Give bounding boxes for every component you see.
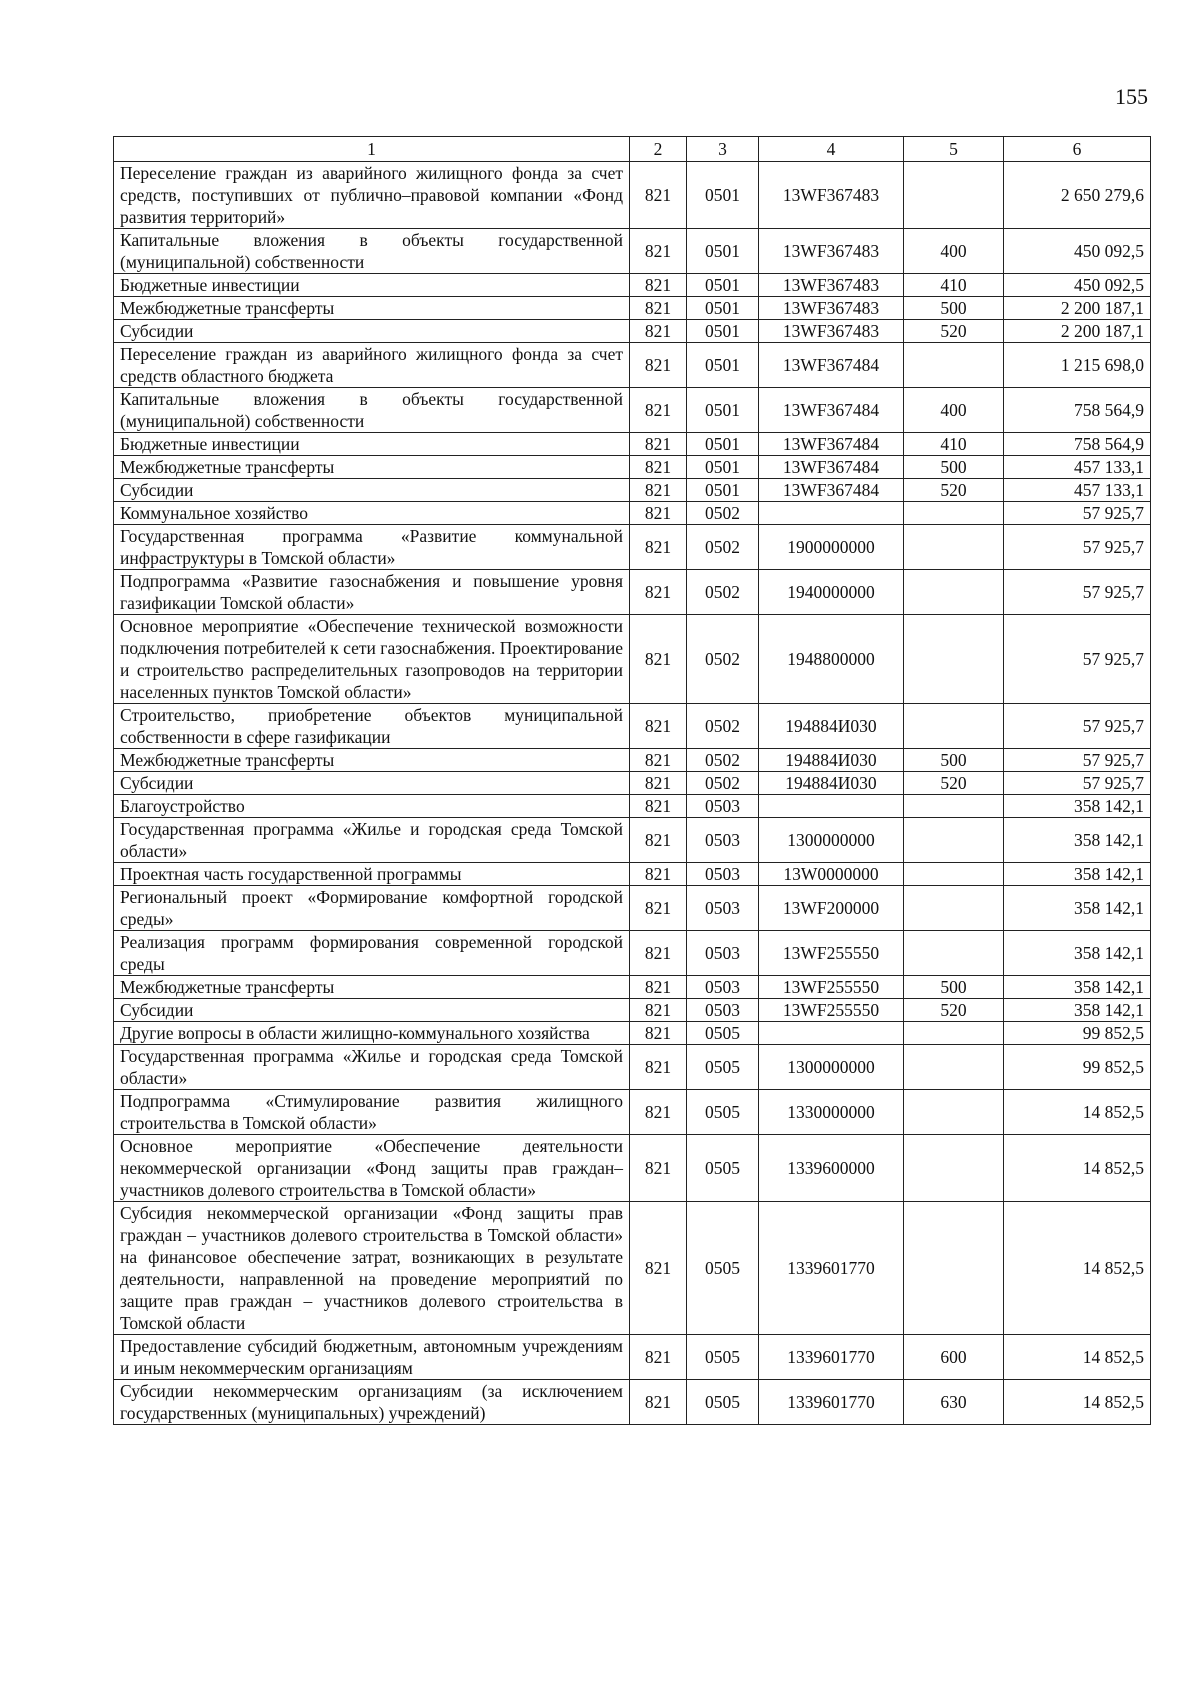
row-ved-code: 821: [630, 388, 687, 433]
table-row: [114, 1202, 1151, 1335]
row-target-article: 13WF367483: [759, 320, 904, 343]
row-section-code: 0501: [687, 433, 759, 456]
row-expense-type: 520: [904, 320, 1004, 343]
row-target-article: 1300000000: [759, 1045, 904, 1090]
row-target-article: 1339601770: [759, 1380, 904, 1425]
table-row: [114, 615, 1151, 704]
row-amount: 57 925,7: [1004, 570, 1151, 615]
row-target-article: 13WF367483: [759, 297, 904, 320]
row-expense-type: 500: [904, 976, 1004, 999]
table-header-row: [114, 137, 1151, 162]
row-section-code: 0503: [687, 976, 759, 999]
table-row: [114, 999, 1151, 1022]
row-amount: 457 133,1: [1004, 479, 1151, 502]
row-section-code: 0503: [687, 931, 759, 976]
row-expense-type: [904, 931, 1004, 976]
row-name: Государственная программа «Жилье и городская среда Томской области»: [114, 818, 630, 863]
row-section-code: 0501: [687, 229, 759, 274]
table-row: [114, 1090, 1151, 1135]
row-target-article: 194884И030: [759, 704, 904, 749]
row-expense-type: [904, 863, 1004, 886]
row-name: Коммунальное хозяйство: [114, 502, 630, 525]
row-section-code: 0501: [687, 456, 759, 479]
row-section-code: 0505: [687, 1335, 759, 1380]
row-amount: 358 142,1: [1004, 886, 1151, 931]
table-row: [114, 886, 1151, 931]
row-ved-code: 821: [630, 976, 687, 999]
row-amount: 57 925,7: [1004, 749, 1151, 772]
row-target-article: 1948800000: [759, 615, 904, 704]
table-row: [114, 931, 1151, 976]
row-ved-code: 821: [630, 931, 687, 976]
page-number: 155: [1115, 84, 1148, 109]
row-expense-type: [904, 615, 1004, 704]
row-name: Капитальные вложения в объекты государственной (муниципальной) собственности: [114, 229, 630, 274]
row-name: Бюджетные инвестиции: [114, 274, 630, 297]
row-amount: 358 142,1: [1004, 818, 1151, 863]
row-expense-type: [904, 795, 1004, 818]
row-ved-code: 821: [630, 1090, 687, 1135]
table-row: [114, 1045, 1151, 1090]
budget-table: [113, 136, 1151, 1425]
row-expense-type: 520: [904, 772, 1004, 795]
row-amount: 358 142,1: [1004, 999, 1151, 1022]
row-ved-code: 821: [630, 297, 687, 320]
row-section-code: 0505: [687, 1045, 759, 1090]
row-expense-type: 410: [904, 274, 1004, 297]
row-section-code: 0505: [687, 1135, 759, 1202]
row-amount: 57 925,7: [1004, 525, 1151, 570]
row-name: Переселение граждан из аварийного жилищного фонда за счет средств областного бюджета: [114, 343, 630, 388]
row-section-code: 0501: [687, 297, 759, 320]
row-expense-type: [904, 162, 1004, 229]
row-ved-code: 821: [630, 456, 687, 479]
row-name: Подпрограмма «Стимулирование развития жилищного строительства в Томской области»: [114, 1090, 630, 1135]
row-name: Основное мероприятие «Обеспечение деятельности некоммерческой организации «Фонд защиты прав граждан–участников долевого строительства в Томской области»: [114, 1135, 630, 1202]
row-section-code: 0502: [687, 704, 759, 749]
table-row: [114, 388, 1151, 433]
row-ved-code: 821: [630, 320, 687, 343]
row-ved-code: 821: [630, 570, 687, 615]
row-expense-type: [904, 1135, 1004, 1202]
table-row: [114, 704, 1151, 749]
row-target-article: 13WF367483: [759, 229, 904, 274]
row-amount: 99 852,5: [1004, 1022, 1151, 1045]
row-amount: 2 650 279,6: [1004, 162, 1151, 229]
row-ved-code: 821: [630, 615, 687, 704]
row-expense-type: [904, 343, 1004, 388]
row-target-article: 13WF367484: [759, 388, 904, 433]
table-row: [114, 1022, 1151, 1045]
row-expense-type: 410: [904, 433, 1004, 456]
row-amount: 450 092,5: [1004, 229, 1151, 274]
row-target-article: 1300000000: [759, 818, 904, 863]
table-row: [114, 456, 1151, 479]
row-section-code: 0503: [687, 795, 759, 818]
row-expense-type: [904, 502, 1004, 525]
row-target-article: 13WF200000: [759, 886, 904, 931]
row-section-code: 0502: [687, 615, 759, 704]
row-amount: 358 142,1: [1004, 931, 1151, 976]
table-row: [114, 343, 1151, 388]
row-ved-code: 821: [630, 1202, 687, 1335]
row-target-article: [759, 502, 904, 525]
row-amount: 457 133,1: [1004, 456, 1151, 479]
row-target-article: 13WF367484: [759, 343, 904, 388]
row-target-article: 194884И030: [759, 772, 904, 795]
table-row: [114, 229, 1151, 274]
table-row: [114, 1380, 1151, 1425]
row-amount: 450 092,5: [1004, 274, 1151, 297]
row-amount: 14 852,5: [1004, 1135, 1151, 1202]
row-name: Субсидии: [114, 479, 630, 502]
row-target-article: 13WF367484: [759, 479, 904, 502]
row-name: Субсидии: [114, 772, 630, 795]
row-amount: 14 852,5: [1004, 1380, 1151, 1425]
table-row: [114, 320, 1151, 343]
row-target-article: 1339601770: [759, 1335, 904, 1380]
row-target-article: 13WF367484: [759, 433, 904, 456]
table-row: [114, 274, 1151, 297]
row-name: Реализация программ формирования современной городской среды: [114, 931, 630, 976]
row-amount: 758 564,9: [1004, 388, 1151, 433]
row-ved-code: 821: [630, 795, 687, 818]
row-ved-code: 821: [630, 886, 687, 931]
table-row: [114, 433, 1151, 456]
row-section-code: 0505: [687, 1022, 759, 1045]
row-expense-type: 630: [904, 1380, 1004, 1425]
table-row: [114, 749, 1151, 772]
table-row: [114, 570, 1151, 615]
row-section-code: 0501: [687, 162, 759, 229]
row-ved-code: 821: [630, 343, 687, 388]
row-ved-code: 821: [630, 433, 687, 456]
row-name: Субсидии некоммерческим организациям (за исключением государственных (муниципальных) учреждений): [114, 1380, 630, 1425]
row-ved-code: 821: [630, 772, 687, 795]
row-name: Благоустройство: [114, 795, 630, 818]
row-ved-code: 821: [630, 704, 687, 749]
row-amount: 14 852,5: [1004, 1335, 1151, 1380]
header-col-2: 2: [630, 137, 687, 162]
row-amount: 758 564,9: [1004, 433, 1151, 456]
row-section-code: 0502: [687, 525, 759, 570]
table-row: [114, 795, 1151, 818]
header-col-3: 3: [687, 137, 759, 162]
row-amount: 57 925,7: [1004, 615, 1151, 704]
row-section-code: 0502: [687, 502, 759, 525]
row-target-article: 13W0000000: [759, 863, 904, 886]
row-target-article: 1900000000: [759, 525, 904, 570]
row-target-article: [759, 1022, 904, 1045]
row-ved-code: 821: [630, 274, 687, 297]
row-amount: 2 200 187,1: [1004, 320, 1151, 343]
row-expense-type: [904, 1022, 1004, 1045]
row-section-code: 0505: [687, 1090, 759, 1135]
row-section-code: 0503: [687, 818, 759, 863]
row-section-code: 0501: [687, 320, 759, 343]
row-ved-code: 821: [630, 1135, 687, 1202]
table-row: [114, 162, 1151, 229]
row-name: Бюджетные инвестиции: [114, 433, 630, 456]
row-expense-type: [904, 525, 1004, 570]
row-expense-type: 500: [904, 749, 1004, 772]
row-target-article: 1339600000: [759, 1135, 904, 1202]
row-amount: 14 852,5: [1004, 1202, 1151, 1335]
table-row: [114, 297, 1151, 320]
row-target-article: 13WF255550: [759, 976, 904, 999]
row-target-article: 13WF367483: [759, 274, 904, 297]
row-target-article: 1940000000: [759, 570, 904, 615]
row-ved-code: 821: [630, 1022, 687, 1045]
row-expense-type: [904, 1202, 1004, 1335]
header-col-5: 5: [904, 137, 1004, 162]
row-name: Проектная часть государственной программы: [114, 863, 630, 886]
row-ved-code: 821: [630, 749, 687, 772]
table-row: [114, 1135, 1151, 1202]
row-section-code: 0505: [687, 1380, 759, 1425]
row-name: Переселение граждан из аварийного жилищного фонда за счет средств, поступивших от публично–правовой компании «Фонд развития территорий»: [114, 162, 630, 229]
row-section-code: 0502: [687, 570, 759, 615]
row-name: Основное мероприятие «Обеспечение технической возможности подключения потребителей к сети газоснабжения. Проектирование и строительство распределительных газопроводов на территории населенных пунктов Томской области»: [114, 615, 630, 704]
row-ved-code: 821: [630, 229, 687, 274]
row-section-code: 0502: [687, 749, 759, 772]
row-section-code: 0503: [687, 863, 759, 886]
table-row: [114, 772, 1151, 795]
row-section-code: 0501: [687, 388, 759, 433]
row-section-code: 0501: [687, 274, 759, 297]
row-expense-type: [904, 886, 1004, 931]
row-ved-code: 821: [630, 525, 687, 570]
row-name: Государственная программа «Жилье и городская среда Томской области»: [114, 1045, 630, 1090]
row-amount: 358 142,1: [1004, 795, 1151, 818]
row-name: Подпрограмма «Развитие газоснабжения и повышение уровня газификации Томской области»: [114, 570, 630, 615]
table-row: [114, 525, 1151, 570]
row-ved-code: 821: [630, 1380, 687, 1425]
row-ved-code: 821: [630, 502, 687, 525]
row-ved-code: 821: [630, 479, 687, 502]
row-amount: 1 215 698,0: [1004, 343, 1151, 388]
row-name: Региональный проект «Формирование комфортной городской среды»: [114, 886, 630, 931]
row-name: Строительство, приобретение объектов муниципальной собственности в сфере газификации: [114, 704, 630, 749]
row-expense-type: 500: [904, 456, 1004, 479]
row-expense-type: 400: [904, 388, 1004, 433]
row-expense-type: [904, 1090, 1004, 1135]
row-name: Субсидии: [114, 999, 630, 1022]
row-amount: 57 925,7: [1004, 502, 1151, 525]
row-target-article: 194884И030: [759, 749, 904, 772]
row-ved-code: 821: [630, 1335, 687, 1380]
row-target-article: 1339601770: [759, 1202, 904, 1335]
header-col-1: 1: [114, 137, 630, 162]
row-target-article: 13WF367483: [759, 162, 904, 229]
table-row: [114, 818, 1151, 863]
row-section-code: 0502: [687, 772, 759, 795]
table-row: [114, 1335, 1151, 1380]
row-amount: 2 200 187,1: [1004, 297, 1151, 320]
row-amount: 57 925,7: [1004, 772, 1151, 795]
row-name: Субсидии: [114, 320, 630, 343]
row-target-article: 13WF255550: [759, 931, 904, 976]
row-ved-code: 821: [630, 999, 687, 1022]
row-name: Предоставление субсидий бюджетным, автономным учреждениям и иным некоммерческим организациям: [114, 1335, 630, 1380]
row-name: Капитальные вложения в объекты государственной (муниципальной) собственности: [114, 388, 630, 433]
row-ved-code: 821: [630, 818, 687, 863]
row-expense-type: [904, 1045, 1004, 1090]
row-expense-type: [904, 704, 1004, 749]
row-section-code: 0505: [687, 1202, 759, 1335]
row-name: Государственная программа «Развитие коммунальной инфраструктуры в Томской области»: [114, 525, 630, 570]
row-section-code: 0503: [687, 999, 759, 1022]
row-name: Другие вопросы в области жилищно-коммунального хозяйства: [114, 1022, 630, 1045]
table-row: [114, 863, 1151, 886]
row-expense-type: [904, 570, 1004, 615]
header-col-4: 4: [759, 137, 904, 162]
table-row: [114, 502, 1151, 525]
row-ved-code: 821: [630, 1045, 687, 1090]
row-target-article: 1330000000: [759, 1090, 904, 1135]
table-body: [114, 162, 1151, 1425]
row-amount: 14 852,5: [1004, 1090, 1151, 1135]
row-amount: 57 925,7: [1004, 704, 1151, 749]
table-row: [114, 479, 1151, 502]
row-section-code: 0503: [687, 886, 759, 931]
row-name: Межбюджетные трансферты: [114, 456, 630, 479]
row-ved-code: 821: [630, 162, 687, 229]
row-amount: 358 142,1: [1004, 863, 1151, 886]
row-expense-type: 520: [904, 479, 1004, 502]
row-expense-type: 400: [904, 229, 1004, 274]
row-section-code: 0501: [687, 343, 759, 388]
row-name: Субсидия некоммерческой организации «Фонд защиты прав граждан – участников долевого строительства в Томской области» на финансовое обеспечение затрат, возникающих в результате деятельности, направленной на проведение мероприятий по защите прав граждан – участников долевого строительства в Томской области: [114, 1202, 630, 1335]
row-name: Межбюджетные трансферты: [114, 297, 630, 320]
row-name: Межбюджетные трансферты: [114, 976, 630, 999]
row-expense-type: 520: [904, 999, 1004, 1022]
row-amount: 99 852,5: [1004, 1045, 1151, 1090]
row-expense-type: 500: [904, 297, 1004, 320]
table-row: [114, 976, 1151, 999]
row-target-article: 13WF367484: [759, 456, 904, 479]
row-amount: 358 142,1: [1004, 976, 1151, 999]
row-expense-type: [904, 818, 1004, 863]
row-target-article: [759, 795, 904, 818]
row-section-code: 0501: [687, 479, 759, 502]
header-col-6: 6: [1004, 137, 1151, 162]
row-ved-code: 821: [630, 863, 687, 886]
row-expense-type: 600: [904, 1335, 1004, 1380]
row-name: Межбюджетные трансферты: [114, 749, 630, 772]
row-target-article: 13WF255550: [759, 999, 904, 1022]
